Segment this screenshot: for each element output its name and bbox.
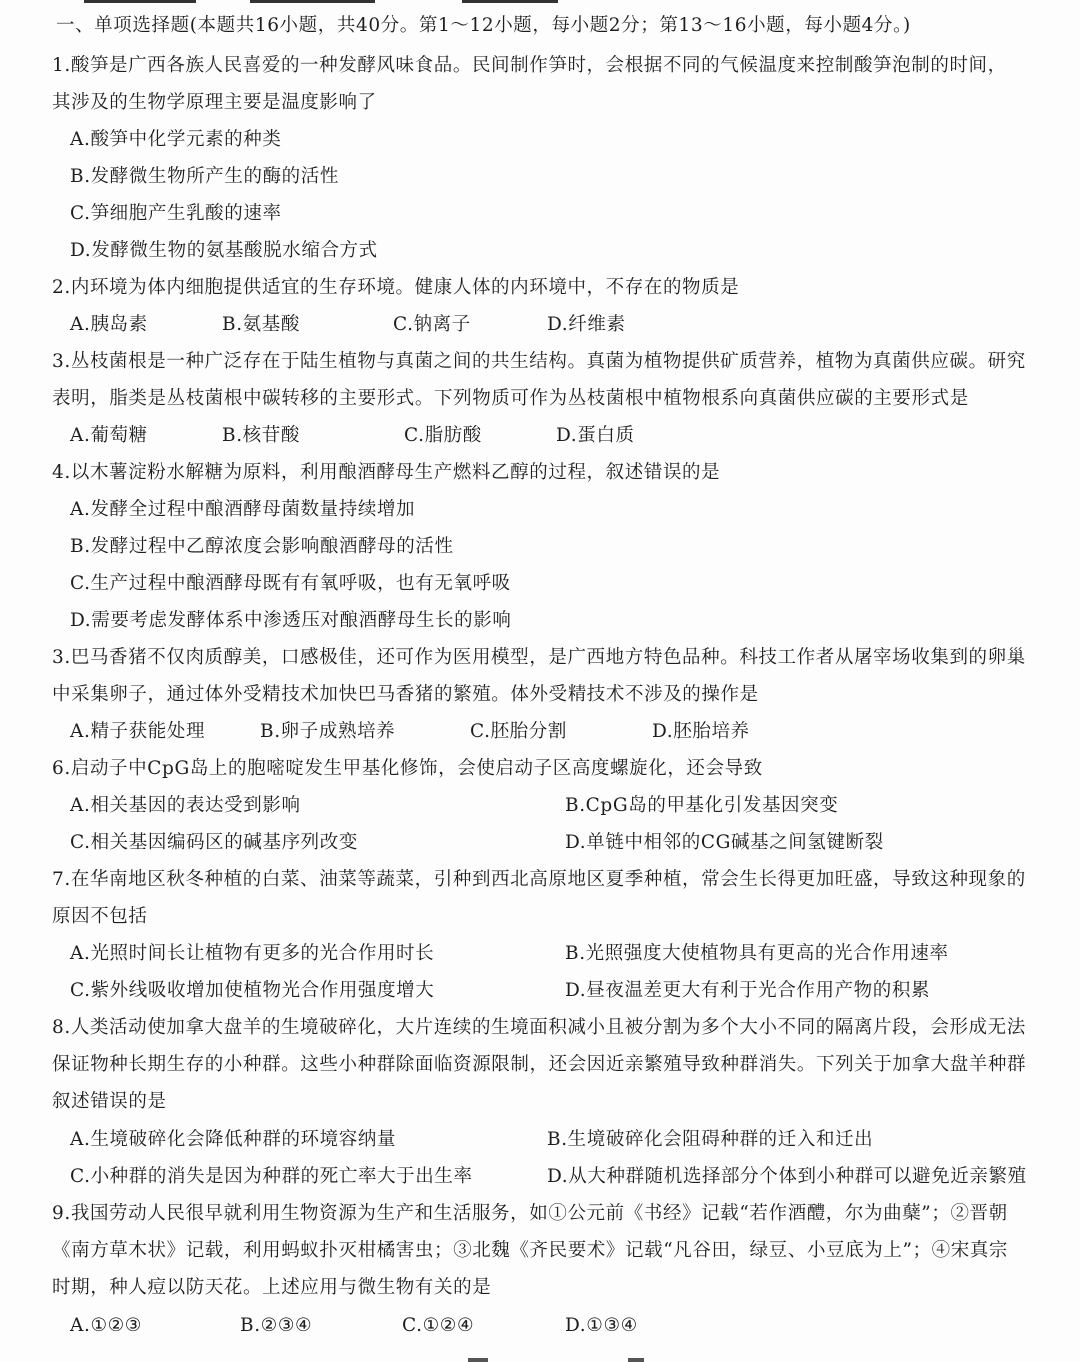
question-8-line-2: 保证物种长期生存的小种群。这些小种群除面临资源限制，还会因近亲繁殖导致种群消失。下列关于加拿大盘羊种群 [52,1054,1027,1075]
question-1-line-1: 1.酸笋是广西各族人民喜爱的一种发酵风味食品。民间制作笋时，会根据不同的气候温度来控制酸笋泡制的时间， [52,55,1007,76]
question-6-option-b: B.CpG岛的甲基化引发基因突变 [565,795,839,816]
header-rule [84,0,196,3]
question-8-line-3: 叙述错误的是 [52,1091,167,1112]
footer-mark [468,1358,488,1362]
question-2-option-c: C.钠离子 [393,314,471,335]
question-8-option-d: D.从大种群随机选择部分个体到小种群可以避免近亲繁殖 [547,1166,1027,1187]
question-4-option-d: D.需要考虑发酵体系中渗透压对酿酒酵母生长的影响 [70,610,512,631]
question-3-option-c: C.脂肪酸 [404,425,482,446]
question-4-option-b: B.发酵过程中乙醇浓度会影响酿酒酵母的活性 [70,536,454,557]
question-2-option-a: A.胰岛素 [70,314,148,335]
question-1-option-d: D.发酵微生物的氨基酸脱水缩合方式 [70,240,378,261]
question-9-option-a: A.①②③ [70,1315,142,1336]
question-1-option-c: C.笋细胞产生乳酸的速率 [70,203,282,224]
question-8-line-1: 8.人类活动使加拿大盘羊的生境破碎化，大片连续的生境面积减小且被分割为多个大小不同的隔离片段，会形成无法 [52,1017,1026,1038]
question-5-option-a: A.精子获能处理 [70,721,206,742]
question-5-option-c: C.胚胎分割 [470,721,567,742]
question-9-line-2: 《南方草木状》记载，利用蚂蚁扑灭柑橘害虫；③北魏《齐民要术》记载“凡谷田，绿豆、小豆底为上”；④宋真宗 [52,1240,1009,1261]
question-7-line-2: 原因不包括 [52,906,148,927]
question-6-option-a: A.相关基因的表达受到影响 [70,795,301,816]
question-3-option-d: D.蛋白质 [556,425,635,446]
question-9-line-3: 时期，种人痘以防天花。上述应用与微生物有关的是 [52,1277,492,1298]
question-2-option-b: B.氨基酸 [222,314,300,335]
question-3-line-1: 3.丛枝菌根是一种广泛存在于陆生植物与真菌之间的共生结构。真菌为植物提供矿质营养，植物为真菌供应碳。研究 [52,351,1026,372]
question-9-line-1: 9.我国劳动人民很早就利用生物资源为生产和生活服务，如①公元前《书经》记载“若作酒醴，尔为曲蘖”；②晋朝 [52,1203,1008,1224]
question-8-option-a: A.生境破碎化会降低种群的环境容纳量 [70,1129,397,1150]
question-8-option-c: C.小种群的消失是因为种群的死亡率大于出生率 [70,1166,473,1187]
question-1-option-a: A.酸笋中化学元素的种类 [70,129,282,150]
question-1-option-b: B.发酵微生物所产生的酶的活性 [70,166,339,187]
question-2-line-1: 2.内环境为体内细胞提供适宜的生存环境。健康人体的内环境中，不存在的物质是 [52,277,740,298]
question-3-option-a: A.葡萄糖 [70,425,148,446]
question-2-option-d: D.纤维素 [547,314,626,335]
question-7-option-a: A.光照时间长让植物有更多的光合作用时长 [70,943,435,964]
header-rule [462,0,558,3]
question-4-line-1: 4.以木薯淀粉水解糖为原料，利用酿酒酵母生产燃料乙醇的过程，叙述错误的是 [52,462,721,483]
question-9-option-c: C.①②④ [402,1315,475,1336]
question-9-option-d: D.①③④ [565,1315,638,1336]
question-3-option-b: B.核苷酸 [222,425,300,446]
footer-mark [628,1358,644,1362]
question-5-option-b: B.卵子成熟培养 [260,721,396,742]
question-1-line-2: 其涉及的生物学原理主要是温度影响了 [52,92,377,113]
question-4-option-c: C.生产过程中酿酒酵母既有有氧呼吸，也有无氧呼吸 [70,573,511,594]
question-8-option-b: B.生境破碎化会阻碍种群的迁入和迁出 [547,1129,874,1150]
question-9-option-b: B.②③④ [240,1315,313,1336]
question-6-option-d: D.单链中相邻的CG碱基之间氢键断裂 [565,832,884,853]
question-7-option-c: C.紫外线吸收增加使植物光合作用强度增大 [70,980,435,1001]
question-6-option-c: C.相关基因编码区的碱基序列改变 [70,832,358,853]
question-6-line-1: 6.启动子中CpG岛上的胞嘧啶发生甲基化修饰，会使启动子区高度螺旋化，还会导致 [52,758,763,779]
section-title: 一、单项选择题(本题共16小题，共40分。第1～12小题，每小题2分；第13～16小题，每小题4分。) [56,15,911,36]
header-rule [250,0,375,3]
question-5-option-d: D.胚胎培养 [652,721,750,742]
question-3-line-2: 表明，脂类是丛枝菌根中碳转移的主要形式。下列物质可作为丛枝菌根中植物根系向真菌供应碳的主要形式是 [52,388,969,409]
question-5-line-2: 中采集卵子，通过体外受精技术加快巴马香猪的繁殖。体外受精技术不涉及的操作是 [52,684,759,705]
question-4-option-a: A.发酵全过程中酿酒酵母菌数量持续增加 [70,499,416,520]
question-7-line-1: 7.在华南地区秋冬种植的白菜、油菜等蔬菜，引种到西北高原地区夏季种植，常会生长得更加旺盛，导致这种现象的 [52,869,1026,890]
question-7-option-b: B.光照强度大使植物具有更高的光合作用速率 [565,943,949,964]
question-5-line-1: 3.巴马香猪不仅肉质醇美，口感极佳，还可作为医用模型，是广西地方特色品种。科技工作者从屠宰场收集到的卵巢 [52,647,1026,668]
question-7-option-d: D.昼夜温差更大有利于光合作用产物的积累 [565,980,931,1001]
